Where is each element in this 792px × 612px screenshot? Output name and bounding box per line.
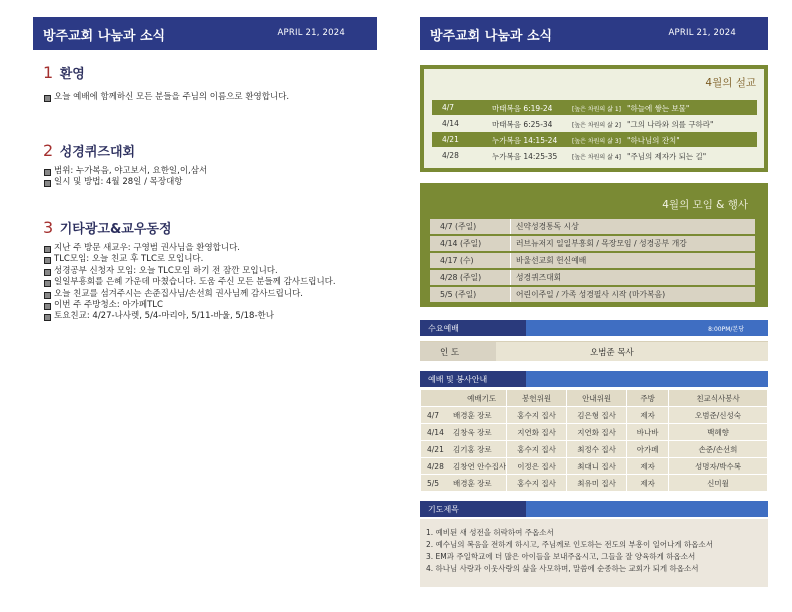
sermon-row: [432, 132, 757, 147]
section-2-list: [43, 166, 207, 189]
sermon-passage: 마태복음 6:19-24: [492, 104, 553, 113]
event-row: [430, 270, 755, 285]
event-desc: 러브뉴저지 일일부흥회 / 목장모임 / 성경공부 개강: [516, 239, 687, 248]
list-item: 범위: 누가복음, 야고보서, 요한일,이,삼서: [43, 166, 207, 177]
event-row: [430, 287, 755, 302]
events-panel-title: 4월의 모임 & 행사: [662, 199, 748, 211]
section-3-heading: 기타광고&교우동정: [59, 222, 172, 237]
event-row: [430, 253, 755, 268]
prayer-item: 1. 예비된 새 성전을 허락하여 주옵소서: [426, 528, 554, 537]
prayer-cell: 4/14 김창욱 장로: [421, 424, 507, 441]
sermon-series: [높은 차원의 삶 3]: [572, 138, 621, 145]
table-cell: 김은형 집사: [567, 407, 627, 424]
event-row: [430, 236, 755, 251]
list-item: 일일부흥회를 은혜 가운데 마쳤습니다. 도움 주신 모든 분들께 감사드립니다.: [43, 277, 336, 288]
table-row: [421, 441, 768, 458]
prayer-label: 기도제목: [420, 501, 526, 517]
sermon-passage: 누가복음 14:15-24: [492, 136, 558, 145]
wednesday-leader-row: [420, 341, 768, 361]
table-cell: 손준/손선희: [669, 441, 768, 458]
table-cell: 신미월: [669, 475, 768, 492]
prayer-item: 2. 예수님의 복음을 전하게 하시고, 주님께로 인도하는 전도의 부흥이 일어나게 하옵소서: [426, 540, 713, 549]
prayer-item: 4. 하나님 사랑과 이웃사랑의 삶을 사모하며, 말씀에 순종하는 교회가 되게 하옵소서: [426, 564, 699, 573]
sermon-panel: [420, 65, 768, 172]
list-item: 성경공부 신청자 모임: 오늘 TLC모임 하기 전 잠깐 모입니다.: [43, 266, 336, 277]
table-cell: 최유미 집사: [567, 475, 627, 492]
sermon-title: "하나님의 잔치": [627, 136, 680, 145]
prayer-item: 3. EM과 주일학교에 더 많은 아이들을 보내주옵시고, 그들을 잘 양육하게 하옵소서: [426, 552, 696, 561]
service-bar: [420, 371, 768, 387]
table-cell: 홍수지 집사: [507, 475, 567, 492]
table-row: [421, 407, 768, 424]
event-desc: 어린이주일 / 가족 성경필사 시작 (마가복음): [516, 290, 666, 299]
sermon-title: "주님의 제자가 되는 길": [627, 152, 707, 161]
header-offering: 봉헌위원: [507, 390, 567, 407]
sermon-date: 4/21: [442, 135, 459, 144]
sermon-row: [432, 116, 757, 131]
header-fellowship: 친교식사봉사: [669, 390, 768, 407]
table-cell: 제자: [627, 458, 669, 475]
sermon-title: "하늘에 쌓는 보물": [627, 104, 690, 113]
table-row: [421, 475, 768, 492]
table-cell: 제자: [627, 475, 669, 492]
wednesday-role: 인 도: [440, 348, 460, 358]
table-cell: 제자: [627, 407, 669, 424]
list-item: 지난 주 방문 새교우: 구영범 권사님을 환영합니다.: [43, 243, 336, 254]
table-cell: 백혜향: [669, 424, 768, 441]
list-item: 일시 및 방법: 4월 28일 / 목장대항: [43, 177, 207, 188]
right-header: [420, 17, 768, 50]
wednesday-name: 오범준 목사: [590, 348, 634, 358]
section-1-heading: 환영: [59, 67, 85, 82]
table-cell: 최정수 집사: [567, 441, 627, 458]
prayer-box: [420, 519, 768, 587]
header-kitchen: 주방: [627, 390, 669, 407]
section-2-title: [43, 141, 135, 160]
prayer-cell: 4/28 김창연 안수집사: [421, 458, 507, 475]
sermon-panel-title: 4월의 설교: [705, 77, 756, 89]
event-desc: 신약성경통독 시상: [516, 222, 579, 231]
service-table: [420, 389, 768, 492]
event-desc: 바울선교회 헌신예배: [516, 256, 587, 265]
sermon-title: "그의 나라와 의를 구하라": [627, 120, 714, 129]
event-date: 4/14 (주일): [440, 239, 482, 248]
prayer-cell: 4/21 김기홍 장로: [421, 441, 507, 458]
list-item: 오늘 친교를 섬겨주시는 손준집사님/손선희 권사님께 감사드립니다.: [43, 289, 336, 300]
table-cell: 홍수지 집사: [507, 407, 567, 424]
sermon-series: [높은 차원의 삶 1]: [572, 106, 621, 113]
table-cell: 지연화 집사: [507, 424, 567, 441]
sermon-row: [432, 100, 757, 115]
section-3-list: [43, 243, 336, 323]
section-1-title: [43, 63, 85, 82]
events-panel: [420, 183, 768, 307]
table-cell: 이정은 집사: [507, 458, 567, 475]
table-cell: 바나바: [627, 424, 669, 441]
sermon-date: 4/14: [442, 119, 459, 128]
sermon-passage: 누가복음 14:25-35: [492, 152, 558, 161]
wednesday-bar: [420, 320, 768, 336]
list-item: 오늘 예배에 함께하신 모든 분들을 주님의 이름으로 환영합니다.: [43, 92, 289, 103]
event-date: 5/5 (주일): [440, 290, 477, 299]
sermon-series: [높은 차원의 삶 4]: [572, 154, 621, 161]
service-table-header: [421, 390, 768, 407]
left-header-date: APRIL 21, 2024: [277, 28, 345, 38]
sermon-date: 4/7: [442, 103, 455, 112]
list-item: 이번 주 주방청소: 아가페TLC: [43, 300, 336, 311]
sermon-series: [높은 차원의 삶 2]: [572, 122, 621, 129]
right-header-title: 방주교회 나눔과 소식: [430, 29, 553, 44]
section-1-number: 1: [43, 63, 54, 82]
sermon-date: 4/28: [442, 151, 459, 160]
sermon-passage: 마태복음 6:25-34: [492, 120, 553, 129]
table-cell: 홍수지 집사: [507, 441, 567, 458]
table-row: [421, 424, 768, 441]
table-cell: 지연화 집사: [567, 424, 627, 441]
sermon-row: [432, 148, 757, 163]
event-row: [430, 219, 755, 234]
left-header-title: 방주교회 나눔과 소식: [43, 29, 166, 44]
wednesday-label: 수요예배: [420, 320, 526, 336]
table-row: [421, 458, 768, 475]
header-usher: 안내위원: [567, 390, 627, 407]
table-cell: 최대니 집사: [567, 458, 627, 475]
event-date: 4/17 (수): [440, 256, 474, 265]
prayer-cell: 5/5 배경훈 장로: [421, 475, 507, 492]
right-header-date: APRIL 21, 2024: [668, 28, 736, 38]
section-1-list: [43, 92, 289, 103]
header-prayer: 예배기도: [421, 390, 507, 407]
section-2-heading: 성경퀴즈대회: [59, 145, 136, 160]
left-header: [33, 17, 377, 50]
table-cell: 아가페: [627, 441, 669, 458]
event-date: 4/7 (주일): [440, 222, 477, 231]
wednesday-time: 8:00PM/본당: [708, 326, 744, 333]
service-label: 예배 및 봉사안내: [420, 371, 526, 387]
table-cell: 오범준/신성숙: [669, 407, 768, 424]
prayer-bar: [420, 501, 768, 517]
event-desc: 성경퀴즈대회: [516, 273, 562, 282]
section-2-number: 2: [43, 141, 54, 160]
section-3-number: 3: [43, 218, 54, 237]
prayer-cell: 4/7 배경훈 장로: [421, 407, 507, 424]
table-cell: 성명자/박수복: [669, 458, 768, 475]
section-3-title: [43, 218, 172, 237]
event-date: 4/28 (주일): [440, 273, 482, 282]
list-item: TLC모임: 오늘 친교 후 TLC로 모입니다.: [43, 254, 336, 265]
list-item: 토요친교: 4/27-나사렛, 5/4-마리아, 5/11-바울, 5/18-한나: [43, 311, 336, 322]
